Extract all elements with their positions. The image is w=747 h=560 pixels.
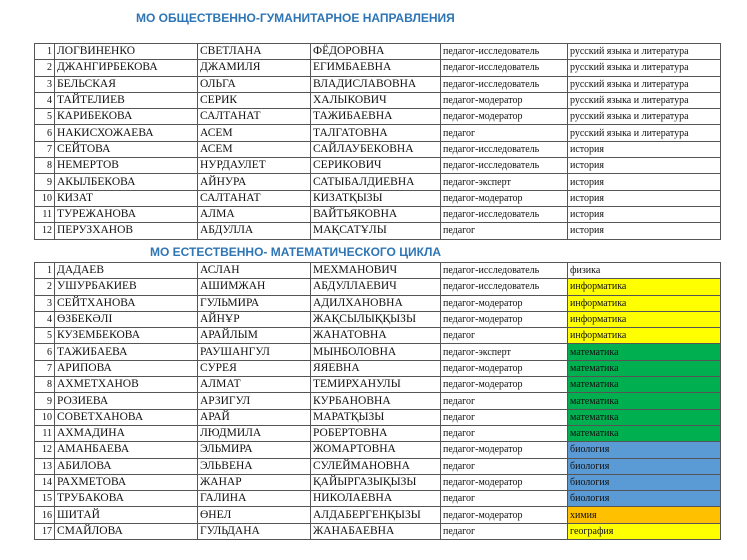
first-name-cell[interactable]: ӨНЕЛ bbox=[198, 507, 311, 523]
patronymic-cell[interactable]: ВАЙТЬЯКОВНА bbox=[311, 206, 441, 222]
first-name-cell[interactable]: СВЕТЛАНА bbox=[198, 44, 311, 60]
row-number-cell[interactable]: 1 bbox=[35, 263, 55, 279]
patronymic-cell[interactable]: ВЛАДИСЛАВОВНА bbox=[311, 76, 441, 92]
position-cell[interactable]: педагог-модератор bbox=[441, 507, 568, 523]
row-number-cell[interactable]: 6 bbox=[35, 125, 55, 141]
position-cell[interactable]: педагог-эксперт bbox=[441, 174, 568, 190]
table-row bbox=[35, 109, 721, 125]
table-row bbox=[35, 360, 721, 376]
first-name-cell[interactable]: РАУШАНГУЛ bbox=[198, 344, 311, 360]
last-name-cell[interactable]: СОВЕТХАНОВА bbox=[55, 409, 198, 425]
patronymic-cell[interactable]: ЖАҚСЫЛЫҚҚЫЗЫ bbox=[311, 311, 441, 327]
first-name-cell[interactable]: САЛТАНАТ bbox=[198, 190, 311, 206]
first-name-cell[interactable]: ЭЛЬМИРА bbox=[198, 442, 311, 458]
position-cell[interactable]: педагог bbox=[441, 125, 568, 141]
last-name-cell[interactable]: АХМАДИНА bbox=[55, 425, 198, 441]
patronymic-cell[interactable]: МЫНБОЛОВНА bbox=[311, 344, 441, 360]
last-name-cell[interactable]: КАРИБЕКОВА bbox=[55, 109, 198, 125]
position-cell[interactable]: педагог-исследователь bbox=[441, 60, 568, 76]
subject-cell[interactable]: математика bbox=[568, 344, 721, 360]
last-name-cell[interactable]: СЕЙТХАНОВА bbox=[55, 295, 198, 311]
row-number-cell[interactable]: 8 bbox=[35, 158, 55, 174]
row-number-cell[interactable]: 7 bbox=[35, 141, 55, 157]
patronymic-cell[interactable]: КИЗАТҚЫЗЫ bbox=[311, 190, 441, 206]
first-name-cell[interactable]: ЭЛЬВЕНА bbox=[198, 458, 311, 474]
first-name-cell[interactable]: АЙНҰР bbox=[198, 311, 311, 327]
subject-cell[interactable]: математика bbox=[568, 409, 721, 425]
position-cell[interactable]: педагог-модератор bbox=[441, 442, 568, 458]
first-name-cell[interactable]: СУРЕЯ bbox=[198, 360, 311, 376]
subject-cell[interactable]: биология bbox=[568, 442, 721, 458]
table-row bbox=[35, 158, 721, 174]
patronymic-cell[interactable]: ЖАНАТОВНА bbox=[311, 328, 441, 344]
last-name-cell[interactable]: КУЗЕМБЕКОВА bbox=[55, 328, 198, 344]
patronymic-cell[interactable]: САТЫБАЛДИЕВНА bbox=[311, 174, 441, 190]
table-row bbox=[35, 474, 721, 490]
patronymic-cell[interactable]: САЙЛАУБЕКОВНА bbox=[311, 141, 441, 157]
subject-cell[interactable]: история bbox=[568, 141, 721, 157]
last-name-cell[interactable]: ШИТАЙ bbox=[55, 507, 198, 523]
table-row bbox=[35, 44, 721, 60]
subject-cell[interactable]: информатика bbox=[568, 311, 721, 327]
first-name-cell[interactable]: АЛМАТ bbox=[198, 377, 311, 393]
position-cell[interactable]: педагог bbox=[441, 223, 568, 239]
patronymic-cell[interactable]: МАРАТҚЫЗЫ bbox=[311, 409, 441, 425]
last-name-cell[interactable]: СЕЙТОВА bbox=[55, 141, 198, 157]
first-name-cell[interactable]: АРЗИГУЛ bbox=[198, 393, 311, 409]
position-cell[interactable]: педагог-исследователь bbox=[441, 76, 568, 92]
last-name-cell[interactable]: РАХМЕТОВА bbox=[55, 474, 198, 490]
position-cell[interactable]: педагог-исследователь bbox=[441, 206, 568, 222]
last-name-cell[interactable]: УШУРБАКИЕВ bbox=[55, 279, 198, 295]
subject-cell[interactable]: история bbox=[568, 190, 721, 206]
last-name-cell[interactable]: ТАЖИБАЕВА bbox=[55, 344, 198, 360]
patronymic-cell[interactable]: ЯЯЕВНА bbox=[311, 360, 441, 376]
row-number-cell[interactable]: 17 bbox=[35, 523, 55, 539]
last-name-cell[interactable]: ТРУБАКОВА bbox=[55, 491, 198, 507]
patronymic-cell[interactable]: ЖАНАБАЕВНА bbox=[311, 523, 441, 539]
row-number-cell[interactable]: 16 bbox=[35, 507, 55, 523]
row-number-cell[interactable]: 10 bbox=[35, 409, 55, 425]
subject-cell[interactable]: история bbox=[568, 158, 721, 174]
subject-cell[interactable]: информатика bbox=[568, 295, 721, 311]
position-cell[interactable]: педагог bbox=[441, 425, 568, 441]
patronymic-cell[interactable]: КУРБАНОВНА bbox=[311, 393, 441, 409]
table-row bbox=[35, 491, 721, 507]
position-cell[interactable]: педагог-модератор bbox=[441, 92, 568, 108]
table-row bbox=[35, 174, 721, 190]
patronymic-cell[interactable]: АБДУЛЛАЕВИЧ bbox=[311, 279, 441, 295]
table-row bbox=[35, 60, 721, 76]
patronymic-cell[interactable]: АЛДАБЕРГЕНҚЫЗЫ bbox=[311, 507, 441, 523]
subject-cell[interactable]: физика bbox=[568, 263, 721, 279]
patronymic-cell[interactable]: ҚАЙЫРГАЗЫҚЫЗЫ bbox=[311, 474, 441, 490]
patronymic-cell[interactable]: СУЛЕЙМАНОВНА bbox=[311, 458, 441, 474]
table-row bbox=[35, 523, 721, 539]
row-number-cell[interactable]: 13 bbox=[35, 458, 55, 474]
first-name-cell[interactable]: ЖАНАР bbox=[198, 474, 311, 490]
position-cell[interactable]: педагог bbox=[441, 491, 568, 507]
first-name-cell[interactable]: АСЕМ bbox=[198, 141, 311, 157]
position-cell[interactable]: педагог bbox=[441, 328, 568, 344]
first-name-cell[interactable]: ГУЛЬДАНА bbox=[198, 523, 311, 539]
last-name-cell[interactable]: ПЕРУЗХАНОВ bbox=[55, 223, 198, 239]
table-row bbox=[35, 263, 721, 279]
table-row bbox=[35, 425, 721, 441]
position-cell[interactable]: педагог-модератор bbox=[441, 474, 568, 490]
subject-cell[interactable]: география bbox=[568, 523, 721, 539]
position-cell[interactable]: педагог-модератор bbox=[441, 311, 568, 327]
position-cell[interactable]: педагог-исследователь bbox=[441, 158, 568, 174]
last-name-cell[interactable]: ТУРЕЖАНОВА bbox=[55, 206, 198, 222]
last-name-cell[interactable]: ТАЙТЕЛИЕВ bbox=[55, 92, 198, 108]
subject-cell[interactable]: русский языка и литература bbox=[568, 60, 721, 76]
last-name-cell[interactable]: АБИЛОВА bbox=[55, 458, 198, 474]
table-row bbox=[35, 458, 721, 474]
first-name-cell[interactable]: СЕРИК bbox=[198, 92, 311, 108]
row-number-cell[interactable]: 10 bbox=[35, 190, 55, 206]
row-number-cell[interactable]: 2 bbox=[35, 279, 55, 295]
patronymic-cell[interactable]: АДИЛХАНОВНА bbox=[311, 295, 441, 311]
first-name-cell[interactable]: АЛМА bbox=[198, 206, 311, 222]
first-name-cell[interactable]: НУРДАУЛЕТ bbox=[198, 158, 311, 174]
last-name-cell[interactable]: ЛОГВИНЕНКО bbox=[55, 44, 198, 60]
first-name-cell[interactable]: ОЛЬГА bbox=[198, 76, 311, 92]
table-row bbox=[35, 328, 721, 344]
row-number-cell[interactable]: 15 bbox=[35, 491, 55, 507]
row-number-cell[interactable]: 6 bbox=[35, 344, 55, 360]
position-cell[interactable]: педагог-модератор bbox=[441, 360, 568, 376]
table-row bbox=[35, 76, 721, 92]
row-number-cell[interactable]: 7 bbox=[35, 360, 55, 376]
patronymic-cell[interactable]: ХАЛЫКОВИЧ bbox=[311, 92, 441, 108]
position-cell[interactable]: педагог bbox=[441, 393, 568, 409]
first-name-cell[interactable]: ГАЛИНА bbox=[198, 491, 311, 507]
row-number-cell[interactable]: 14 bbox=[35, 474, 55, 490]
subject-cell[interactable]: русский языка и литература bbox=[568, 76, 721, 92]
last-name-cell[interactable]: АРИПОВА bbox=[55, 360, 198, 376]
last-name-cell[interactable]: ДЖАНГИРБЕКОВА bbox=[55, 60, 198, 76]
position-cell[interactable]: педагог-модератор bbox=[441, 377, 568, 393]
subject-cell[interactable]: информатика bbox=[568, 279, 721, 295]
row-number-cell[interactable]: 11 bbox=[35, 206, 55, 222]
row-number-cell[interactable]: 9 bbox=[35, 393, 55, 409]
position-cell[interactable]: педагог-исследователь bbox=[441, 263, 568, 279]
patronymic-cell[interactable]: ТАЛГАТОВНА bbox=[311, 125, 441, 141]
table-row bbox=[35, 125, 721, 141]
last-name-cell[interactable]: НАКИСХОЖАЕВА bbox=[55, 125, 198, 141]
table-row bbox=[35, 92, 721, 108]
first-name-cell[interactable]: ЛЮДМИЛА bbox=[198, 425, 311, 441]
section-title-humanities: МО ОБЩЕСТВЕННО-ГУМАНИТАРНОЕ НАПРАВЛЕНИЯ bbox=[136, 11, 455, 25]
subject-cell[interactable]: история bbox=[568, 206, 721, 222]
first-name-cell[interactable]: АСЕМ bbox=[198, 125, 311, 141]
position-cell[interactable]: педагог bbox=[441, 458, 568, 474]
first-name-cell[interactable]: ДЖАМИЛЯ bbox=[198, 60, 311, 76]
row-number-cell[interactable]: 4 bbox=[35, 311, 55, 327]
table-row bbox=[35, 223, 721, 239]
first-name-cell[interactable]: АРАЙЛЫМ bbox=[198, 328, 311, 344]
patronymic-cell[interactable]: ТАЖИБАЕВНА bbox=[311, 109, 441, 125]
table-row bbox=[35, 442, 721, 458]
patronymic-cell[interactable]: МАҚСАТҰЛЫ bbox=[311, 223, 441, 239]
subject-cell[interactable]: русский языка и литература bbox=[568, 44, 721, 60]
subject-cell[interactable]: математика bbox=[568, 425, 721, 441]
row-number-cell[interactable]: 12 bbox=[35, 442, 55, 458]
subject-cell[interactable]: математика bbox=[568, 377, 721, 393]
subject-cell[interactable]: русский языка и литература bbox=[568, 92, 721, 108]
row-number-cell[interactable]: 3 bbox=[35, 295, 55, 311]
patronymic-cell[interactable]: РОБЕРТОВНА bbox=[311, 425, 441, 441]
subject-cell[interactable]: биология bbox=[568, 491, 721, 507]
last-name-cell[interactable]: АКЫЛБЕКОВА bbox=[55, 174, 198, 190]
patronymic-cell[interactable]: НИКОЛАЕВНА bbox=[311, 491, 441, 507]
position-cell[interactable]: педагог bbox=[441, 523, 568, 539]
row-number-cell[interactable]: 8 bbox=[35, 377, 55, 393]
row-number-cell[interactable]: 4 bbox=[35, 92, 55, 108]
last-name-cell[interactable]: НЕМЕРТОВ bbox=[55, 158, 198, 174]
subject-cell[interactable]: информатика bbox=[568, 328, 721, 344]
first-name-cell[interactable]: САЛТАНАТ bbox=[198, 109, 311, 125]
position-cell[interactable]: педагог bbox=[441, 409, 568, 425]
last-name-cell[interactable]: КИЗАТ bbox=[55, 190, 198, 206]
subject-cell[interactable]: русский языка и литература bbox=[568, 109, 721, 125]
table-row bbox=[35, 279, 721, 295]
position-cell[interactable]: педагог-модератор bbox=[441, 190, 568, 206]
subject-cell[interactable]: химия bbox=[568, 507, 721, 523]
table-row bbox=[35, 141, 721, 157]
row-number-cell[interactable]: 5 bbox=[35, 328, 55, 344]
subject-cell[interactable]: биология bbox=[568, 458, 721, 474]
first-name-cell[interactable]: ГУЛЬМИРА bbox=[198, 295, 311, 311]
table-row bbox=[35, 344, 721, 360]
first-name-cell[interactable]: АЙНУРА bbox=[198, 174, 311, 190]
row-number-cell[interactable]: 2 bbox=[35, 60, 55, 76]
position-cell[interactable]: педагог-модератор bbox=[441, 109, 568, 125]
patronymic-cell[interactable]: ЕГИМБАЕВНА bbox=[311, 60, 441, 76]
last-name-cell[interactable]: АМАНБАЕВА bbox=[55, 442, 198, 458]
row-number-cell[interactable]: 5 bbox=[35, 109, 55, 125]
table-row bbox=[35, 311, 721, 327]
patronymic-cell[interactable]: ТЕМИРХАНУЛЫ bbox=[311, 377, 441, 393]
patronymic-cell[interactable]: СЕРИКОВИЧ bbox=[311, 158, 441, 174]
table-row bbox=[35, 409, 721, 425]
subject-cell[interactable]: русский языка и литература bbox=[568, 125, 721, 141]
table-row bbox=[35, 377, 721, 393]
position-cell[interactable]: педагог-эксперт bbox=[441, 344, 568, 360]
staff-table-humanities bbox=[34, 43, 721, 240]
last-name-cell[interactable]: ДАДАЕВ bbox=[55, 263, 198, 279]
table-row bbox=[35, 393, 721, 409]
first-name-cell[interactable]: АСЛАН bbox=[198, 263, 311, 279]
staff-table-science-math bbox=[34, 262, 721, 540]
position-cell[interactable]: педагог-исследователь bbox=[441, 141, 568, 157]
table-row bbox=[35, 295, 721, 311]
row-number-cell[interactable]: 1 bbox=[35, 44, 55, 60]
table-row bbox=[35, 206, 721, 222]
last-name-cell[interactable]: СМАЙЛОВА bbox=[55, 523, 198, 539]
patronymic-cell[interactable]: ФЁДОРОВНА bbox=[311, 44, 441, 60]
position-cell[interactable]: педагог-исследователь bbox=[441, 279, 568, 295]
last-name-cell[interactable]: ӨЗБЕКӘЛІ bbox=[55, 311, 198, 327]
patronymic-cell[interactable]: ЖОМАРТОВНА bbox=[311, 442, 441, 458]
section-title-science-math: МО ЕСТЕСТВЕННО- МАТЕМАТИЧЕСКОГО ЦИКЛА bbox=[150, 245, 442, 259]
subject-cell[interactable]: математика bbox=[568, 360, 721, 376]
first-name-cell[interactable]: АРАЙ bbox=[198, 409, 311, 425]
row-number-cell[interactable]: 11 bbox=[35, 425, 55, 441]
row-number-cell[interactable]: 3 bbox=[35, 76, 55, 92]
position-cell[interactable]: педагог-исследователь bbox=[441, 44, 568, 60]
last-name-cell[interactable]: РОЗИЕВА bbox=[55, 393, 198, 409]
patronymic-cell[interactable]: МЕХМАНОВИЧ bbox=[311, 263, 441, 279]
subject-cell[interactable]: история bbox=[568, 223, 721, 239]
table-row bbox=[35, 190, 721, 206]
first-name-cell[interactable]: АБДУЛЛА bbox=[198, 223, 311, 239]
last-name-cell[interactable]: БЕЛЬСКАЯ bbox=[55, 76, 198, 92]
last-name-cell[interactable]: АХМЕТХАНОВ bbox=[55, 377, 198, 393]
row-number-cell[interactable]: 9 bbox=[35, 174, 55, 190]
table-row bbox=[35, 507, 721, 523]
position-cell[interactable]: педагог-модератор bbox=[441, 295, 568, 311]
subject-cell[interactable]: математика bbox=[568, 393, 721, 409]
row-number-cell[interactable]: 12 bbox=[35, 223, 55, 239]
subject-cell[interactable]: история bbox=[568, 174, 721, 190]
first-name-cell[interactable]: АШИМЖАН bbox=[198, 279, 311, 295]
subject-cell[interactable]: биология bbox=[568, 474, 721, 490]
